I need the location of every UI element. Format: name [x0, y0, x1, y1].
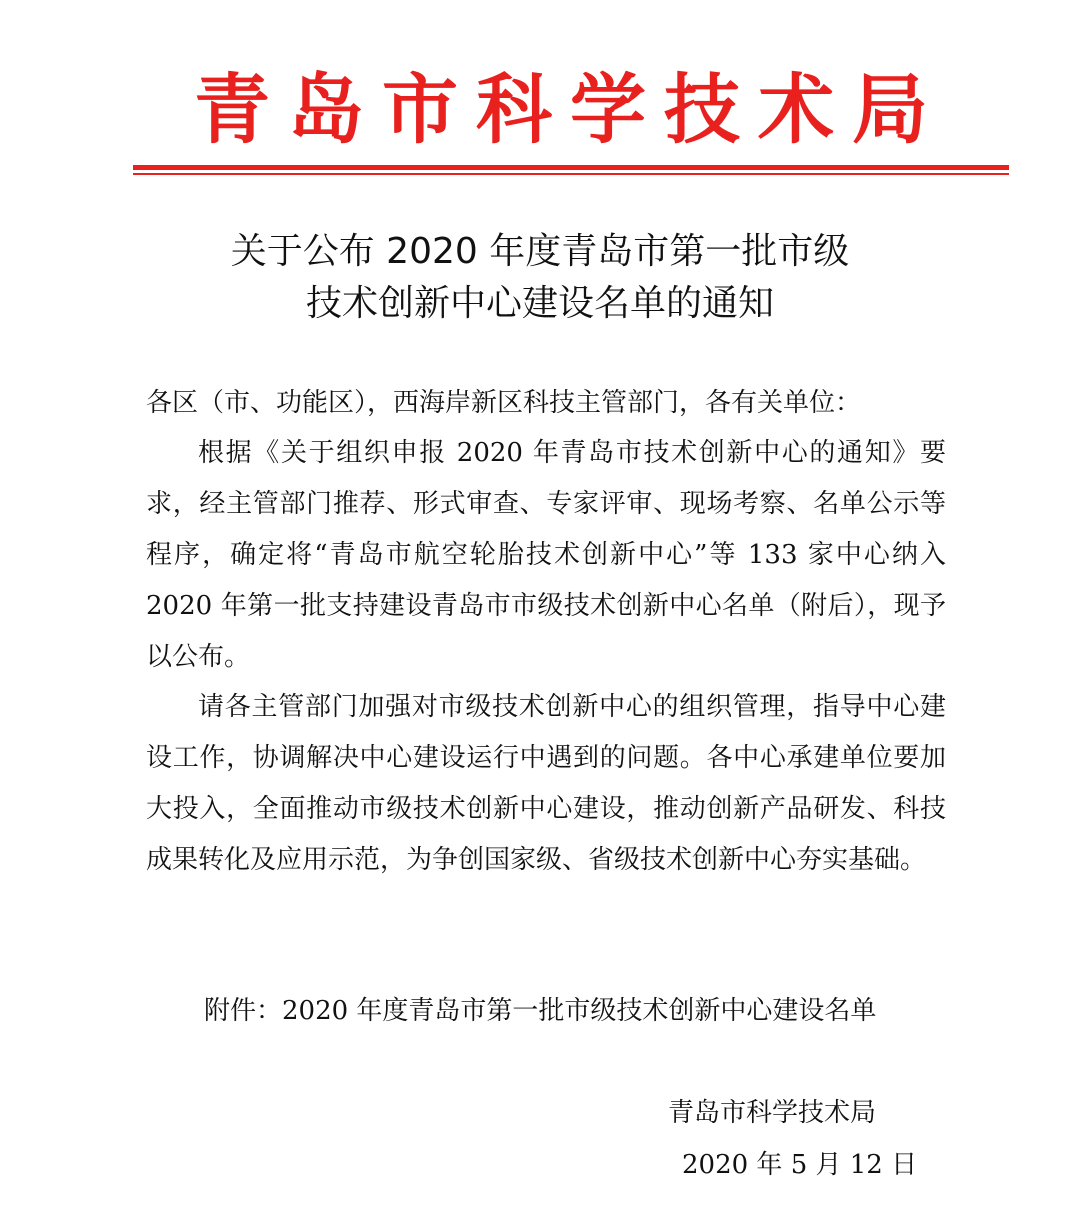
document-title: [100, 226, 980, 330]
document-title-line-2: 技术创新中心建设名单的通知: [305, 283, 774, 324]
issue-date: 2020 年 5 月 12 日: [682, 1150, 918, 1180]
masthead-divider-thick: [133, 165, 1009, 170]
document-title-line-1: 关于公布 2020 年度青岛市第一批市级: [230, 231, 850, 272]
salutation: 各区（市、功能区），西海岸新区科技主管部门，各有关单位：: [146, 388, 862, 418]
signature-issuer: 青岛市科学技术局: [668, 1098, 877, 1128]
body-paragraph-2: 请各主管部门加强对市级技术创新中心的组织管理，指导中心建设工作，协调解决中心建设运行中遇到的问题。各中心承建单位要加大投入，全面推动市级技术创新中心建设，推动创新产品研发、科技成果转化及应用示范，为争创国家级、省级技术创新中心夯实基础。: [146, 692, 946, 875]
body-paragraph-1: 根据《关于组织申报 2020 年青岛市技术创新中心的通知》要求，经主管部门推荐、形式审查、专家评审、现场考察、名单公示等程序，确定将“青岛市航空轮胎技术创新中心”等 133 家中心纳入 2020 年第一批支持建设青岛市市级技术创新中心名单（附后），现予以公布。: [146, 438, 946, 672]
masthead-title: 青岛市科学技术局: [194, 65, 946, 154]
masthead-divider-thin: [133, 173, 1009, 175]
attachment-note: 附件：2020 年度青岛市第一批市级技术创新中心建设名单: [204, 996, 877, 1026]
